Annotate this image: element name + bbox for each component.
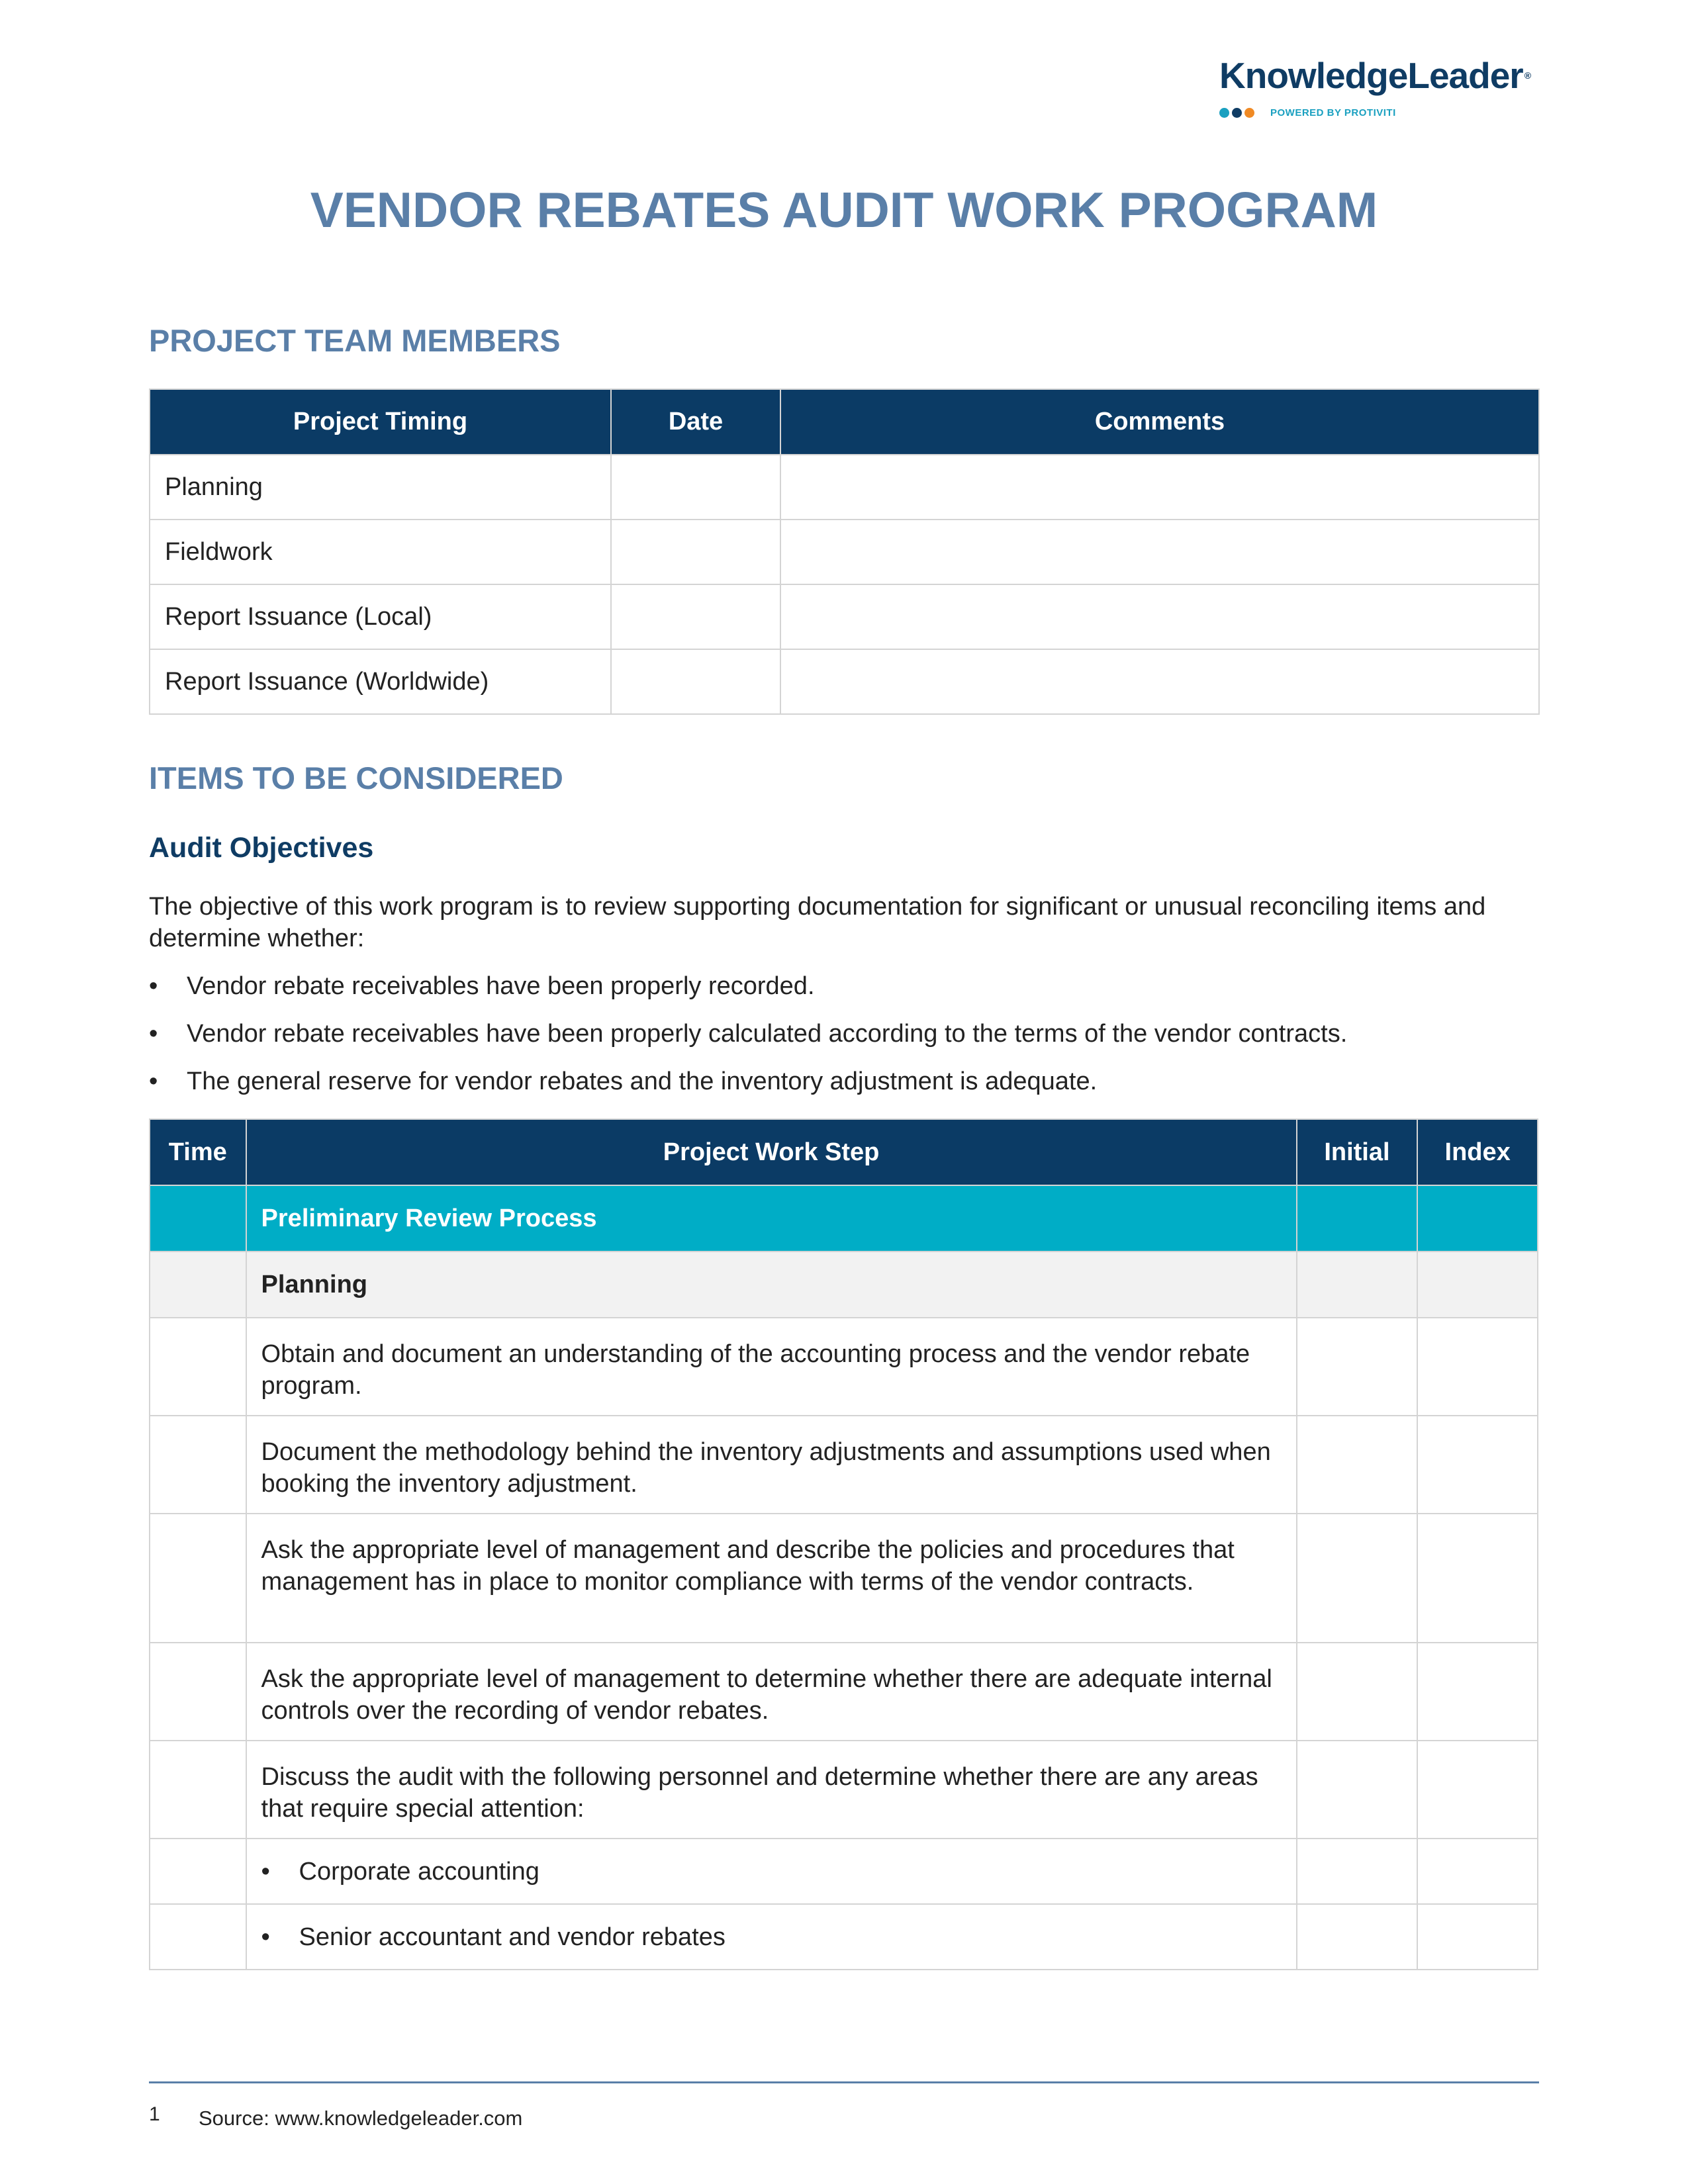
header-time: Time [150, 1119, 246, 1185]
timing-cell: Report Issuance (Local) [150, 584, 611, 649]
date-cell[interactable] [611, 649, 780, 714]
work-step-cell: Document the methodology behind the inventory adjustments and assumptions used when booking the inventory adjustment. [246, 1416, 1297, 1514]
table-header-row [150, 389, 1539, 455]
table-header-row [150, 1119, 1538, 1185]
initial-cell[interactable] [1297, 1416, 1418, 1514]
comments-cell[interactable] [780, 584, 1539, 649]
timing-cell: Planning [150, 455, 611, 520]
bullet-icon: • [149, 1020, 158, 1048]
index-cell[interactable] [1417, 1904, 1538, 1970]
date-cell[interactable] [611, 520, 780, 584]
header-date: Date [611, 389, 780, 455]
bullet-icon: • [261, 1857, 270, 1886]
source-text: Source: www.knowledgeleader.com [199, 2107, 523, 2130]
comments-cell[interactable] [780, 455, 1539, 520]
work-step-bullet-cell: • Senior accountant and vendor rebates [246, 1904, 1297, 1970]
objectives-heading: Audit Objectives [149, 832, 374, 864]
timing-cell: Fieldwork [150, 520, 611, 584]
table-row [150, 1318, 1538, 1416]
initial-cell[interactable] [1297, 1318, 1418, 1416]
section-title: Preliminary Review Process [246, 1185, 1297, 1251]
date-cell[interactable] [611, 584, 780, 649]
index-cell[interactable] [1417, 1741, 1538, 1839]
objective-bullet: • Vendor rebate receivables have been properly calculated according to the terms of the vendor contracts. [149, 1018, 1539, 1050]
objective-bullet: • Vendor rebate receivables have been properly recorded. [149, 970, 1539, 1002]
logo-wordmark: KnowledgeLeader [1219, 55, 1523, 96]
initial-cell[interactable] [1297, 1741, 1418, 1839]
table-row [150, 1904, 1538, 1970]
bullet-icon: • [149, 1068, 158, 1095]
time-cell[interactable] [150, 1643, 246, 1741]
header-work-step: Project Work Step [246, 1119, 1297, 1185]
header-initial: Initial [1297, 1119, 1418, 1185]
header-comments: Comments [780, 389, 1539, 455]
page-number: 1 [149, 2103, 160, 2125]
subsection-title: Planning [246, 1251, 1297, 1318]
table-row [150, 1741, 1538, 1839]
section-row [150, 1185, 1538, 1251]
table-row [150, 1643, 1538, 1741]
time-cell[interactable] [150, 1416, 246, 1514]
work-step-cell: Ask the appropriate level of management and describe the policies and procedures that management has in place to monitor compliance with terms of the vendor contracts. [246, 1514, 1297, 1643]
date-cell[interactable] [611, 455, 780, 520]
bullet-icon: • [261, 1923, 270, 1951]
bullet-icon: • [149, 972, 158, 1000]
header-index: Index [1417, 1119, 1538, 1185]
objectives-intro: The objective of this work program is to review supporting documentation for significant or unusual reconciling items and determine whether: [149, 893, 1486, 952]
work-step-cell: Obtain and document an understanding of the accounting process and the vendor rebate program. [246, 1318, 1297, 1416]
time-cell[interactable] [150, 1514, 246, 1643]
page-title: VENDOR REBATES AUDIT WORK PROGRAM [310, 182, 1378, 238]
logo-dot-icon [1244, 108, 1254, 118]
time-cell[interactable] [150, 1904, 246, 1970]
time-cell[interactable] [150, 1741, 246, 1839]
work-step-cell: Discuss the audit with the following personnel and determine whether there are any areas that require special attention: [246, 1741, 1297, 1839]
logo-tagline [1219, 106, 1396, 119]
project-timing-table [149, 388, 1540, 715]
logo-dot-icon [1219, 108, 1229, 118]
work-step-cell: Ask the appropriate level of management to determine whether there are adequate internal controls over the recording of vendor rebates. [246, 1643, 1297, 1741]
index-cell[interactable] [1417, 1318, 1538, 1416]
time-cell[interactable] [150, 1839, 246, 1904]
index-cell[interactable] [1417, 1643, 1538, 1741]
table-row [150, 455, 1539, 520]
logo-dot-icon [1232, 108, 1242, 118]
initial-cell[interactable] [1297, 1839, 1418, 1904]
initial-cell[interactable] [1297, 1904, 1418, 1970]
subsection-row [150, 1251, 1538, 1318]
objective-bullet: • The general reserve for vendor rebates and the inventory adjustment is adequate. [149, 1066, 1539, 1097]
comments-cell[interactable] [780, 520, 1539, 584]
team-heading: PROJECT TEAM MEMBERS [149, 323, 561, 358]
powered-by-text: POWERED BY PROTIVITI [1270, 107, 1396, 118]
work-step-bullet-cell: • Corporate accounting [246, 1839, 1297, 1904]
comments-cell[interactable] [780, 649, 1539, 714]
table-row [150, 1514, 1538, 1643]
table-row [150, 520, 1539, 584]
table-row [150, 584, 1539, 649]
header-project-timing: Project Timing [150, 389, 611, 455]
work-step-table [149, 1118, 1538, 1970]
time-cell[interactable] [150, 1318, 246, 1416]
items-heading: ITEMS TO BE CONSIDERED [149, 760, 563, 796]
index-cell[interactable] [1417, 1514, 1538, 1643]
initial-cell[interactable] [1297, 1514, 1418, 1643]
table-row [150, 1416, 1538, 1514]
footer-divider [149, 2081, 1539, 2083]
index-cell[interactable] [1417, 1839, 1538, 1904]
registered-mark: ® [1524, 70, 1531, 81]
table-row [150, 649, 1539, 714]
initial-cell[interactable] [1297, 1643, 1418, 1741]
timing-cell: Report Issuance (Worldwide) [150, 649, 611, 714]
index-cell[interactable] [1417, 1416, 1538, 1514]
table-row [150, 1839, 1538, 1904]
knowledgeleader-logo [1219, 54, 1537, 118]
